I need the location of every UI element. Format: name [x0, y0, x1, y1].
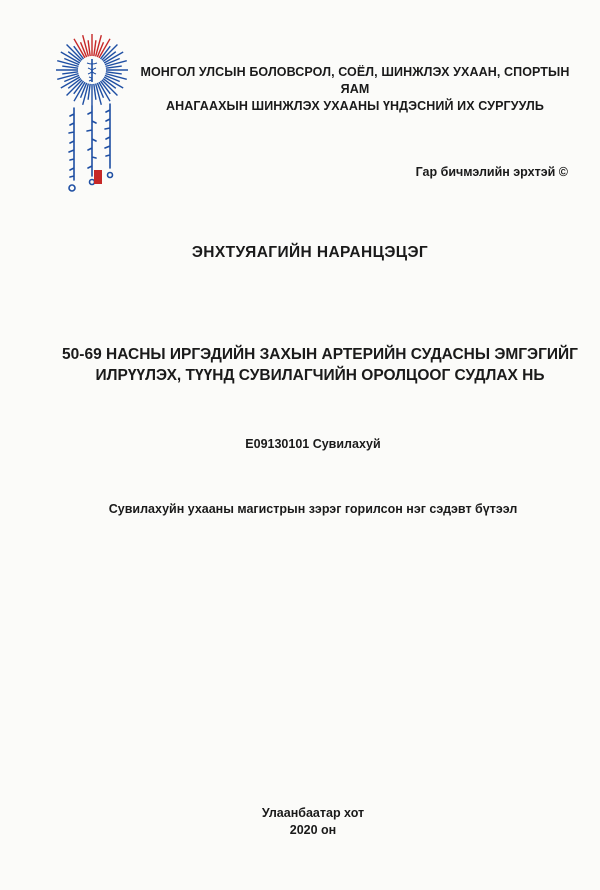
logo-ray	[94, 40, 96, 56]
program-code: E09130101 Сувилахуй	[245, 437, 381, 451]
thesis-title-line-1: 50-69 НАСНЫ ИРГЭДИЙН ЗАХЫН АРТЕРИЙН СУДАСНЫ ЭМГЭГИЙГ	[62, 346, 578, 363]
degree-statement: Сувилахуйн ухааны магистрын зэрэг горилсон нэг сэдэвт бүтээл	[108, 502, 518, 516]
city: Улаанбаатар хот	[261, 806, 365, 820]
logo-ray	[94, 84, 96, 100]
ministry-header	[135, 64, 575, 115]
thesis-title	[20, 344, 600, 386]
logo-ray	[106, 66, 122, 68]
logo-ray	[62, 66, 78, 68]
year: 2020 он	[289, 823, 337, 837]
copyright-notice: Гар бичмэлийн эрхтэй ©	[415, 165, 568, 179]
logo-ray	[88, 84, 90, 100]
logo-red-mark	[94, 170, 102, 184]
ministry-name: МОНГОЛ УЛСЫН БОЛОВСРОЛ, СОЁЛ, ШИНЖЛЭХ УХААН, СПОРТЫН ЯАМ	[140, 65, 570, 96]
logo-ray	[88, 40, 90, 56]
university-logo	[52, 30, 132, 198]
logo-ray	[106, 72, 122, 74]
mongolian-script-inscription	[69, 104, 113, 191]
university-name: АНАГААХЫН ШИНЖЛЭХ УХААНЫ ҮНДЭСНИЙ ИХ СУРГУУЛЬ	[166, 99, 544, 113]
thesis-title-line-2: ИЛРҮҮЛЭХ, ТҮҮНД СУВИЛАГЧИЙН ОРОЛЦООГ СУДЛАХ НЬ	[95, 367, 545, 384]
place-and-date	[0, 805, 600, 839]
author-name: ЭНХТУЯАГИЙН НАРАНЦЭЦЭГ	[191, 244, 429, 261]
logo-ray	[62, 72, 78, 74]
